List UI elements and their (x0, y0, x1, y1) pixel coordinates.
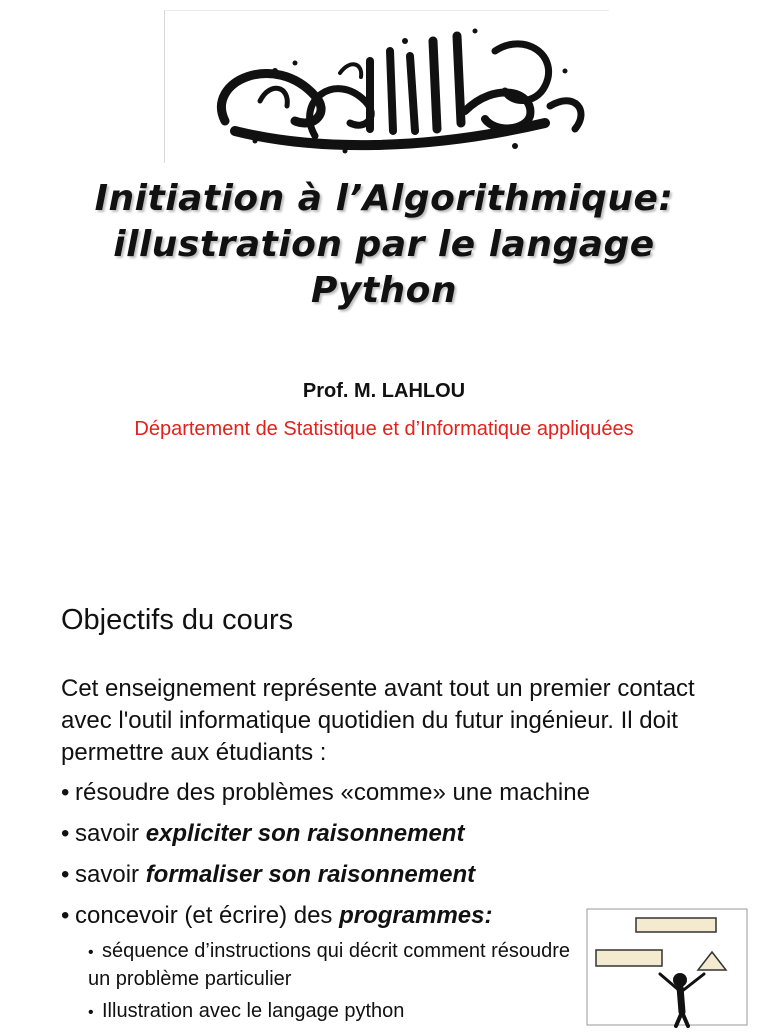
bullet-dot-icon: • (61, 779, 70, 806)
sub-bullet-item: • séquence d’instructions qui décrit comment résoudre un problème particulier (88, 940, 571, 990)
slide-heading: Objectifs du cours (61, 604, 294, 636)
sub-bullet-item: • Illustration avec le langage python (88, 998, 578, 1026)
bullet-item: • concevoir (et écrire) des programmes: (61, 902, 493, 929)
department-name: Département de Statistique et d’Informatique appliquées (134, 418, 634, 440)
bullet-dot-icon: • (61, 820, 70, 847)
bullet-dot-icon: • (88, 944, 94, 961)
bullet-item: • résoudre des problèmes «comme» une machine (61, 779, 590, 806)
basmala-calligraphy (164, 10, 609, 163)
author-name: Prof. M. LAHLOU (302, 380, 466, 402)
bullet-dot-icon: • (61, 861, 70, 888)
slide-title: Initiation à l’Algorithmique: illustration par le langage Python (94, 178, 674, 311)
person-presenting-diagram-icon (586, 908, 750, 1028)
objectives-slide (0, 580, 768, 1024)
intro-paragraph: Cet enseignement représente avant tout un premier contact avec l'outil informatique quotidien du futur ingénieur. Il doit permettre aux étudiants : (61, 675, 695, 766)
bullet-item: • savoir formaliser son raisonnement (61, 861, 476, 888)
bullet-item: • savoir expliciter son raisonnement (61, 820, 465, 847)
bullet-dot-icon: • (61, 902, 70, 929)
bullet-dot-icon: • (88, 1004, 94, 1021)
